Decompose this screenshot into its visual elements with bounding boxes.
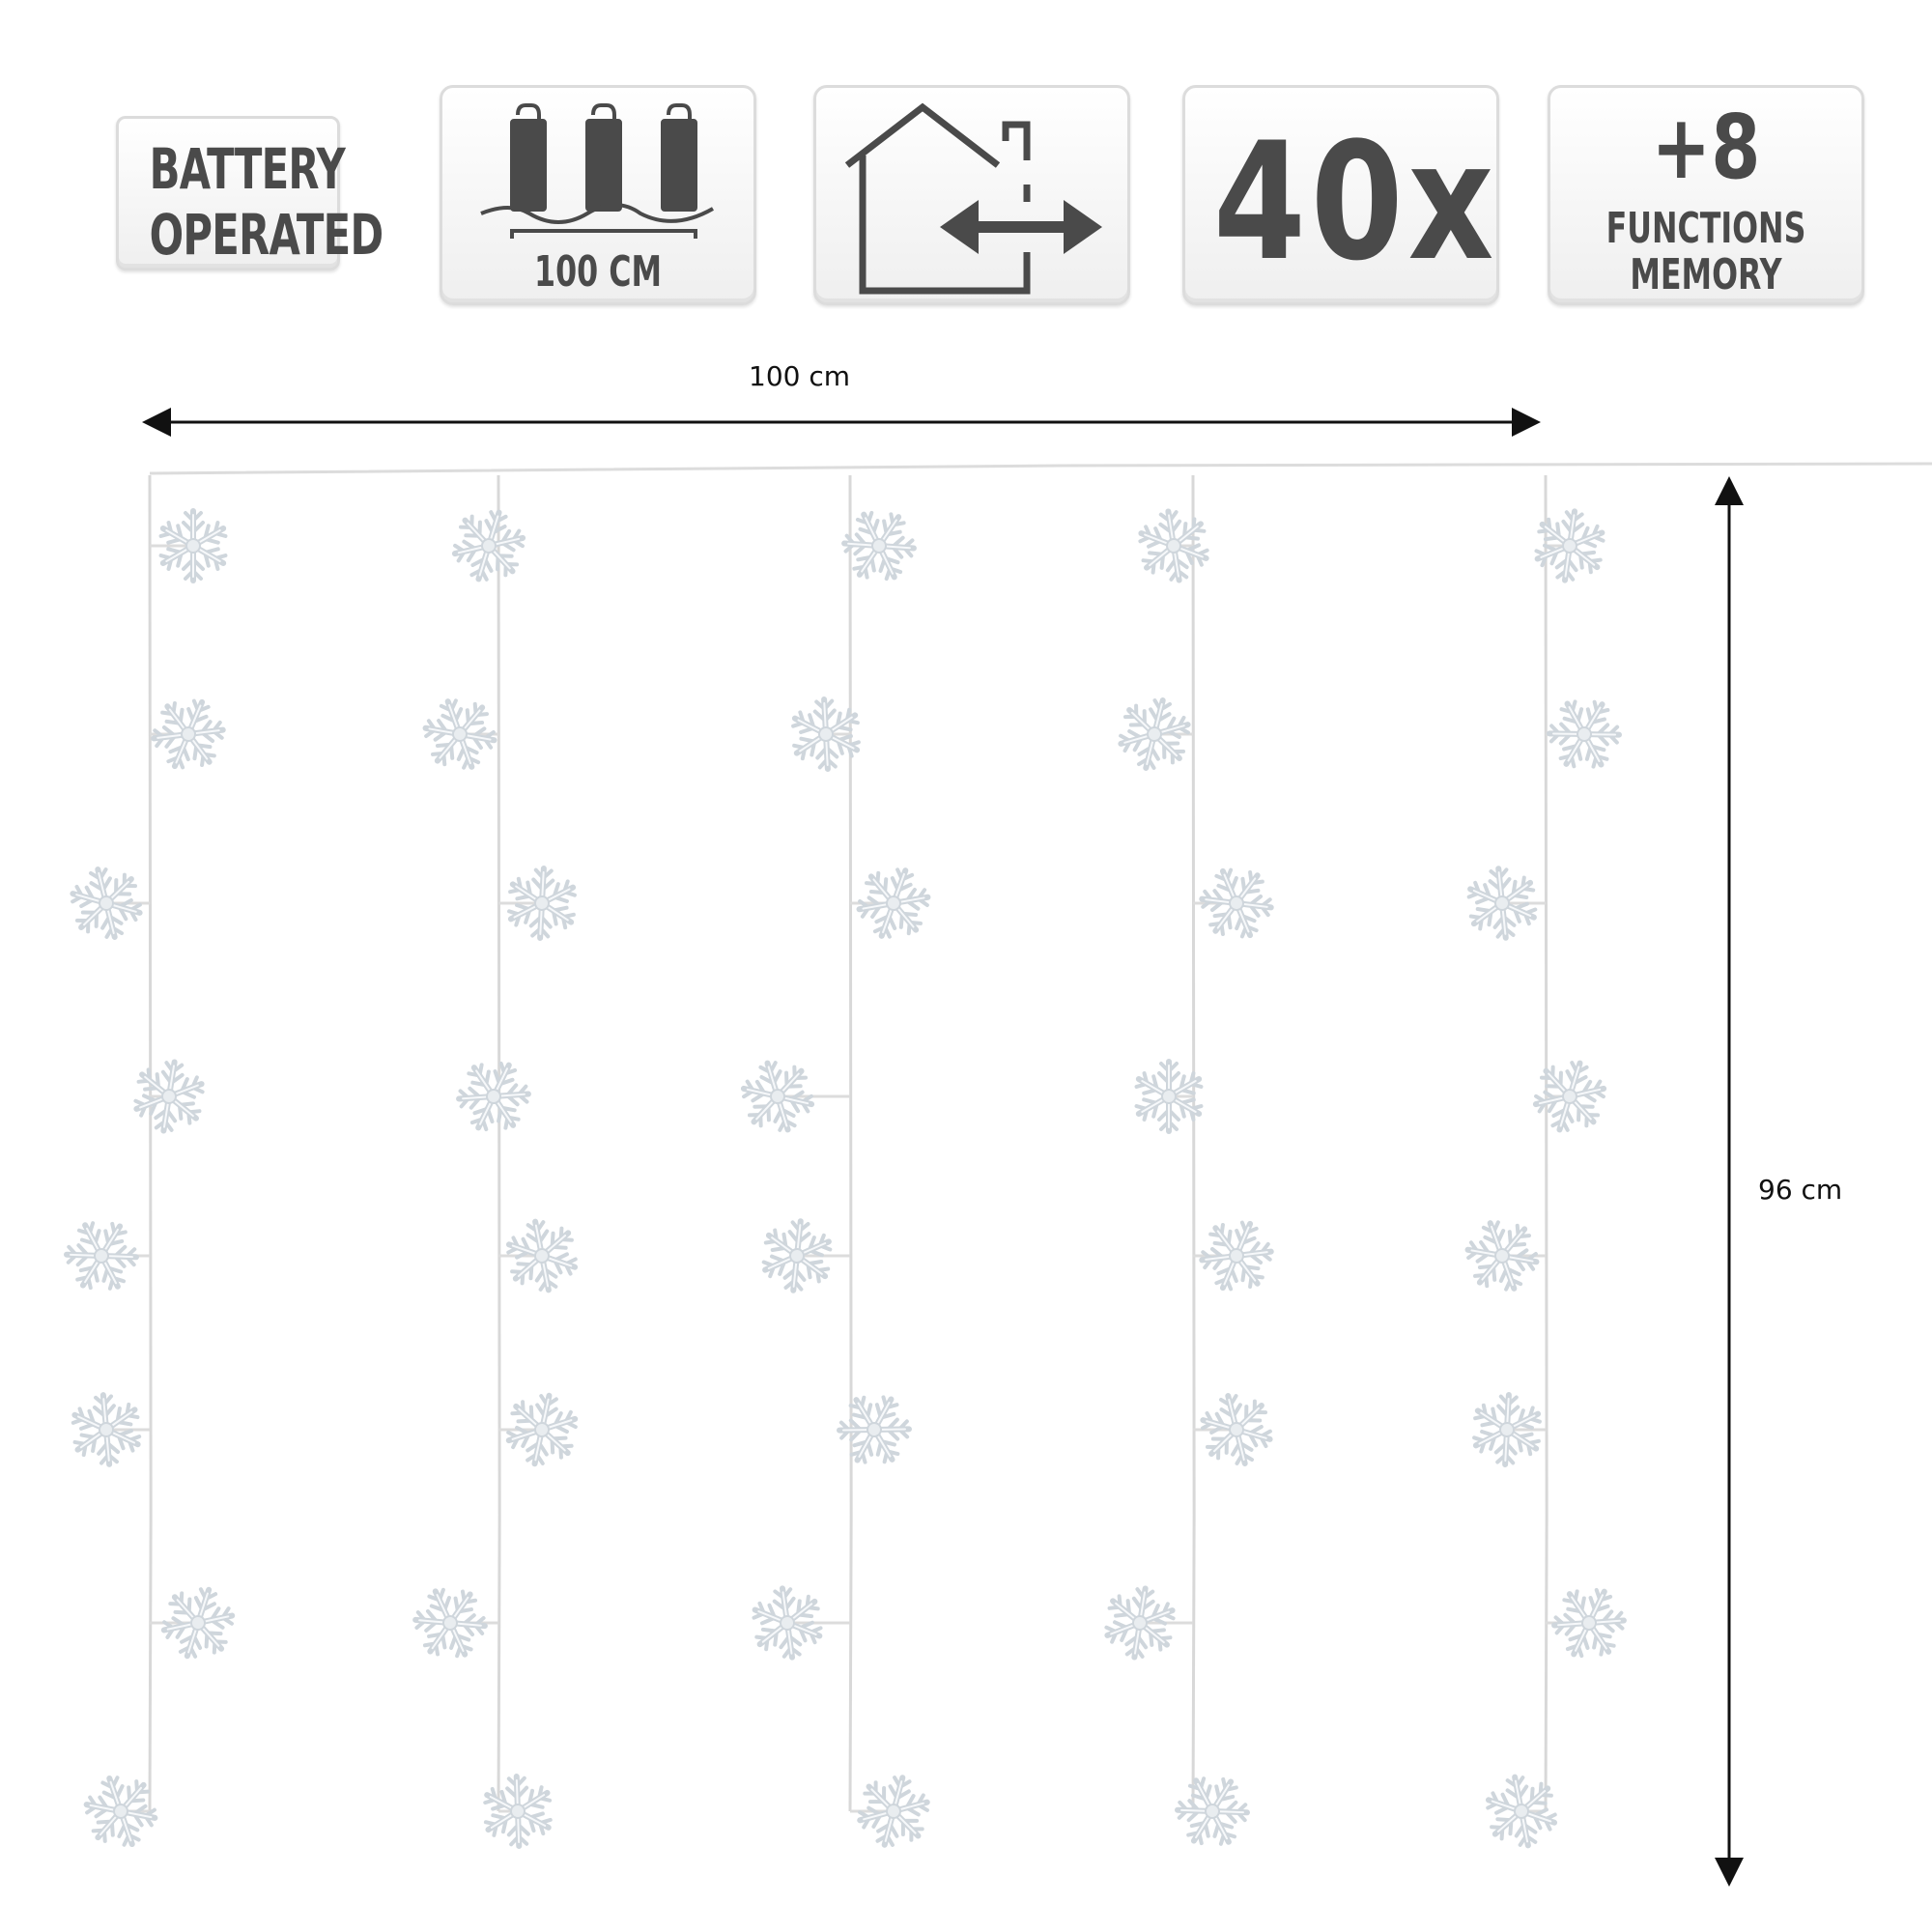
snowflake-icon — [53, 1208, 150, 1303]
snowflake-icon — [1187, 1380, 1286, 1479]
functions-count: +8 — [1651, 96, 1761, 199]
cable-length-label: 100 CM — [534, 247, 662, 297]
snowflake-icon — [154, 1579, 242, 1667]
snowflake-icon — [1530, 506, 1609, 584]
strand-wire — [1192, 475, 1194, 1811]
snowflake-icon — [469, 1763, 565, 1860]
snowflake-icon — [445, 502, 532, 589]
snowflake-icon — [728, 1047, 827, 1146]
snowflake-icon — [1164, 1763, 1261, 1859]
strand-wire — [849, 475, 851, 1811]
functions-label: FUNCTIONS — [1605, 204, 1806, 253]
battery-line2: OPERATED — [149, 202, 384, 268]
snowflake-icon — [1536, 687, 1632, 782]
strand-wire — [497, 475, 499, 1811]
snowflake-icon — [1526, 1053, 1613, 1140]
battery-line1: BATTERY — [149, 136, 346, 202]
snowflake-icon — [849, 859, 939, 948]
strand-wire — [1545, 475, 1547, 1811]
height-dimension-label: 96 cm — [1758, 1174, 1843, 1206]
snowflake-icon — [778, 686, 874, 782]
snowflake-icon — [129, 1057, 210, 1136]
light-count-label: 40x — [1212, 107, 1499, 297]
snowflake-icon — [71, 1762, 170, 1861]
snowflake-icon — [57, 854, 156, 952]
snowflake-icon — [1472, 1762, 1571, 1861]
snowflake-icon — [831, 497, 927, 594]
width-dimension-label: 100 cm — [749, 360, 851, 392]
memory-label: MEMORY — [1630, 250, 1782, 299]
light-strands — [53, 475, 1635, 1861]
snowflake-icon — [447, 1050, 541, 1143]
snowflake-icon — [1543, 1577, 1636, 1669]
snowflake-icon — [827, 1382, 922, 1477]
snowflake-icon — [758, 1217, 835, 1293]
strand-wire — [149, 475, 151, 1811]
top-wire — [150, 464, 1932, 473]
snowflake-icon — [1124, 497, 1222, 595]
